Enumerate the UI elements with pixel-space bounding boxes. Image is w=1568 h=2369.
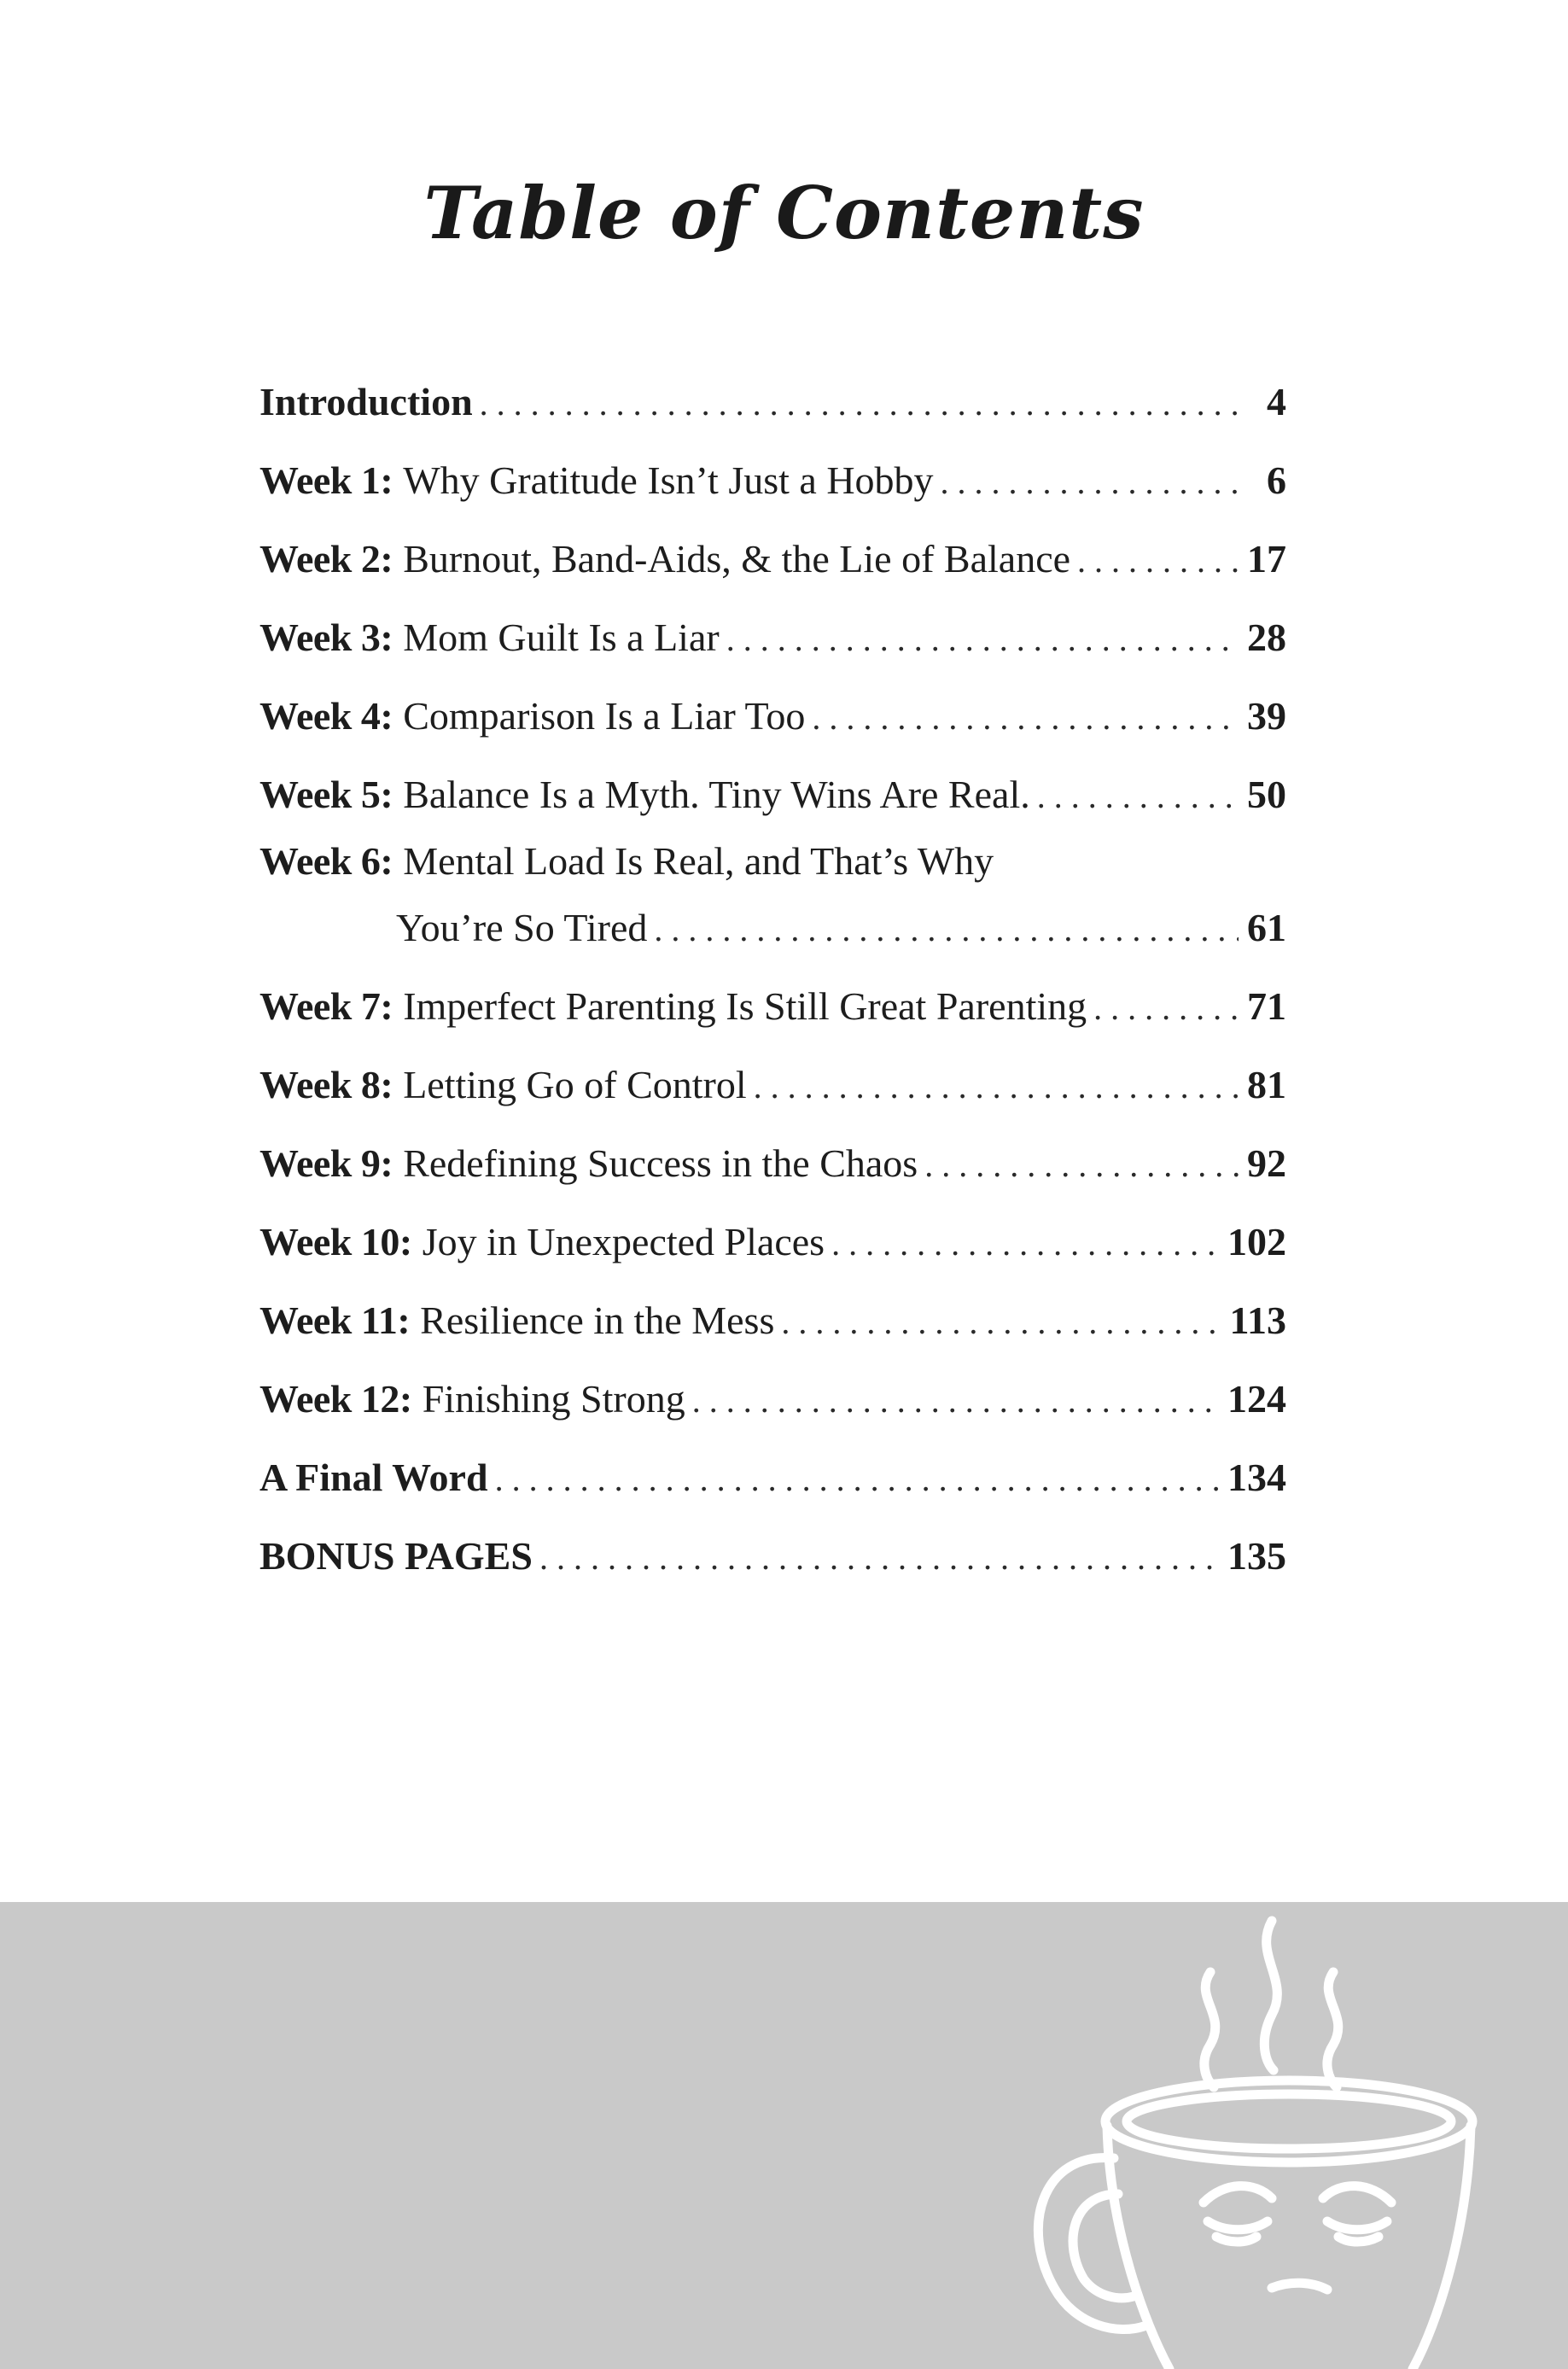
toc-entry-week-9[interactable]: [259, 1124, 1286, 1203]
toc-title: Letting Go of Control: [403, 1063, 747, 1106]
toc-page-number: 39: [1247, 694, 1286, 738]
toc-title: Resilience in the Mess: [420, 1298, 775, 1342]
toc-title: Imperfect Parenting Is Still Great Parenting: [403, 984, 1087, 1028]
toc-leader-dots: [812, 679, 1239, 757]
toc-week-label: Week 1:: [259, 458, 393, 502]
toc-entry-week-2[interactable]: [259, 520, 1286, 598]
toc-title: Comparison Is a Liar Too: [403, 694, 806, 738]
toc-leader-dots: [654, 890, 1239, 969]
toc-entry-week-7[interactable]: [259, 967, 1286, 1046]
toc-page-number: 113: [1229, 1298, 1286, 1342]
toc-leader-dots: [924, 1126, 1239, 1205]
toc-entry-week-3[interactable]: [259, 598, 1286, 677]
toc-page-number: 92: [1247, 1141, 1286, 1185]
toc-page-number: 4: [1267, 380, 1286, 423]
toc-page-number: 124: [1227, 1377, 1286, 1421]
toc-heading: Introduction: [259, 380, 473, 423]
page-title: Table of Contents: [423, 171, 1145, 255]
table-of-contents: [259, 363, 1286, 1596]
toc-leader-dots: [692, 1362, 1219, 1440]
toc-page-number: 135: [1227, 1534, 1286, 1578]
toc-week-label: Week 5:: [259, 773, 393, 816]
toc-week-label: Week 8:: [259, 1063, 393, 1106]
toc-week-label: Week 9:: [259, 1141, 393, 1185]
toc-title: Joy in Unexpected Places: [422, 1220, 825, 1263]
toc-title: Mental Load Is Real, and That’s Why: [403, 839, 994, 883]
toc-week-label: Week 2:: [259, 537, 393, 581]
toc-page-number: 134: [1227, 1456, 1286, 1499]
toc-entry-bonus-pages[interactable]: [259, 1517, 1286, 1596]
toc-page-number: 50: [1247, 773, 1286, 816]
toc-week-label: Week 10:: [259, 1220, 412, 1263]
toc-leader-dots: [754, 1047, 1239, 1126]
toc-entry-week-4[interactable]: [259, 677, 1286, 756]
toc-leader-dots: [1077, 522, 1239, 600]
toc-week-label: Week 11:: [259, 1298, 411, 1342]
toc-leader-dots: [1037, 757, 1239, 836]
toc-leader-dots: [941, 443, 1244, 522]
toc-page-number: 17: [1247, 537, 1286, 581]
toc-page-number: 61: [1247, 906, 1286, 949]
toc-entry-introduction[interactable]: [259, 363, 1286, 441]
toc-leader-dots: [495, 1440, 1219, 1519]
toc-heading: BONUS PAGES: [259, 1534, 533, 1578]
toc-leader-dots: [831, 1205, 1219, 1283]
toc-page-number: 81: [1247, 1063, 1286, 1106]
toc-leader-dots: [726, 600, 1239, 679]
toc-heading: A Final Word: [259, 1456, 488, 1499]
toc-entry-week-8[interactable]: [259, 1046, 1286, 1124]
toc-title: Burnout, Band-Aids, & the Lie of Balance: [403, 537, 1071, 581]
toc-entry-week-10[interactable]: [259, 1203, 1286, 1281]
toc-week-label: Week 12:: [259, 1377, 412, 1421]
toc-page-number: 28: [1247, 616, 1286, 659]
toc-entry-final-word[interactable]: [259, 1438, 1286, 1517]
toc-title: Mom Guilt Is a Liar: [403, 616, 720, 659]
toc-leader-dots: [781, 1283, 1221, 1362]
toc-title: Why Gratitude Isn’t Just a Hobby: [403, 458, 934, 502]
toc-entry-week-6[interactable]: [259, 834, 1286, 967]
toc-title: Finishing Strong: [422, 1377, 685, 1421]
coffee-mug-icon: [1024, 1887, 1502, 2369]
toc-title: Balance Is a Myth. Tiny Wins Are Real.: [403, 773, 1030, 816]
toc-title-continued: You’re So Tired: [396, 906, 648, 949]
toc-leader-dots: [1093, 969, 1239, 1047]
toc-entry-week-5[interactable]: [259, 756, 1286, 834]
toc-leader-dots: [480, 365, 1244, 443]
toc-week-label: Week 3:: [259, 616, 393, 659]
toc-page-number: 102: [1227, 1220, 1286, 1263]
toc-leader-dots: [539, 1519, 1219, 1597]
toc-page-number: 71: [1247, 984, 1286, 1028]
toc-title: Redefining Success in the Chaos: [403, 1141, 918, 1185]
toc-week-label: Week 6:: [259, 839, 393, 883]
toc-entry-week-11[interactable]: [259, 1281, 1286, 1360]
toc-entry-week-12[interactable]: [259, 1360, 1286, 1438]
toc-week-label: Week 4:: [259, 694, 393, 738]
toc-page-number: 6: [1267, 458, 1286, 502]
toc-entry-week-1[interactable]: [259, 441, 1286, 520]
toc-week-label: Week 7:: [259, 984, 393, 1028]
